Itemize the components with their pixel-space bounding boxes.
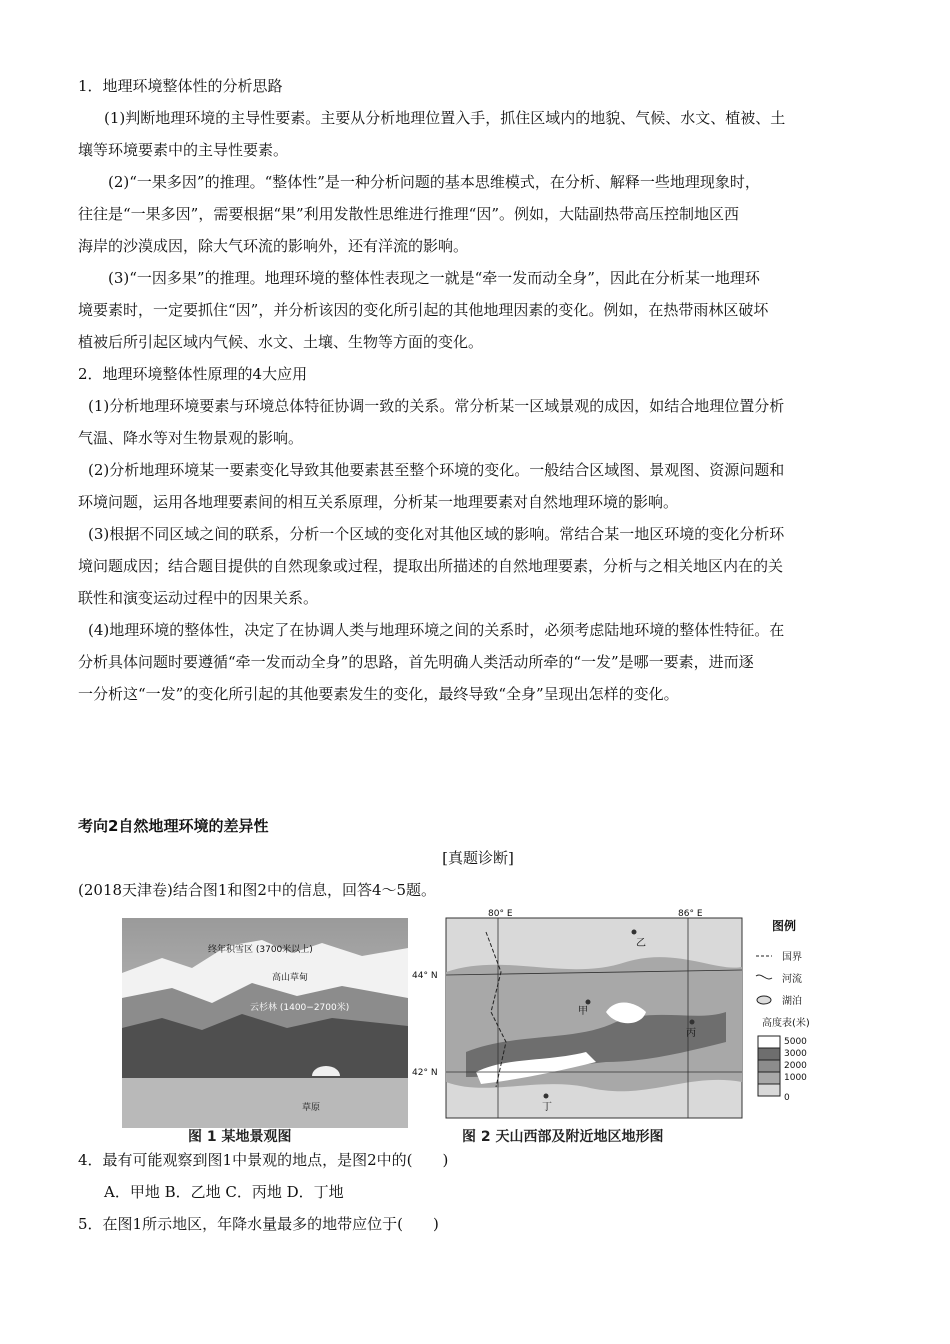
paragraph-line: 气温、降水等对生物景观的影响。 [78,429,304,447]
paragraph-line: 境问题成因；结合题目提供的自然现象或过程，提取出所描述的自然地理要素，分析与之相关地区内在的关 [78,557,784,575]
label-yi: 乙 [636,938,646,949]
paragraph-line: 壤等环境要素中的主导性要素。 [78,141,289,159]
legend-river: 河流 [782,974,802,985]
lon-86: 86° E [678,909,703,919]
point-yi [632,930,637,935]
elev-0: 0 [784,1093,790,1103]
terrain-map-figure [412,909,846,1144]
paragraph-line: 植被后所引起区域内气候、水文、土壤、生物等方面的变化。 [78,333,484,351]
spruce-forest [122,1014,408,1083]
paragraph-line: 一分析这“一发”的变化所引起的其他要素发生的变化，最终导致“全身”呈现出怎样的变化。 [78,685,679,703]
point-ding [544,1094,549,1099]
landscape-figure [122,918,408,1128]
figure1-caption: 图 1 某地景观图 [188,1129,292,1145]
question-4: 4．最有可能观察到图1中景观的地点，是图2中的( ) [78,1151,449,1169]
elev-swatch-1000 [758,1072,780,1084]
elev-3000: 3000 [784,1049,807,1059]
paragraph-line: 环境问题，运用各地理要素间的相互关系原理，分析某一地理要素对自然地理环境的影响。 [78,493,679,511]
paragraph-line: (2)分析地理环境某一要素变化导致其他要素甚至整个环境的变化。一般结合区域图、景观图、资源问题和 [88,461,785,479]
paragraph-line: (1)分析地理环境要素与环境总体特征协调一致的关系。常分析某一区域景观的成因，如结合地理位置分析 [88,397,785,415]
question-4-options: A．甲地 B．乙地 C．丙地 D．丁地 [104,1183,344,1201]
label-ding: 丁 [542,1102,552,1113]
label-bing: 丙 [686,1028,696,1039]
elev-swatch-0 [758,1084,780,1096]
paragraph-line: 境要素时，一定要抓住“因”，并分析该因的变化所引起的其他地理因素的变化。例如，在热带雨林区破坏 [78,301,769,319]
question-intro: (2018天津卷)结合图1和图2中的信息，回答4～5题。 [78,881,437,899]
elev-swatch-2000 [758,1060,780,1072]
figures [78,909,878,1145]
paragraph-line: 分析具体问题时要遵循“牵一发而动全身”的思路，首先明确人类活动所牵的“一发”是哪一要素，进而逐 [78,653,754,671]
legend-lake-symbol [757,996,771,1004]
elev-1000: 1000 [784,1073,807,1083]
legend-border: 国界 [782,952,802,963]
point-bing [690,1020,695,1025]
question-5: 5．在图1所示地区，年降水量最多的地带应位于( ) [78,1215,439,1233]
document-page [78,70,878,1240]
section-subtitle: [真题诊断] [442,849,514,867]
label-jia: 甲 [578,1006,588,1017]
paragraph-line: (4)地理环境的整体性，决定了在协调人类与地理环境之间的关系时，必须考虑陆地环境的整体性特征。在 [88,621,785,639]
legend-elevation: 高度表(米) [762,1018,810,1029]
heading-integrity-analysis: 1．地理环境整体性的分析思路 [78,77,283,95]
lon-80: 80° E [488,909,513,919]
paragraph-line: (1)判断地理环境的主导性要素。主要从分析地理位置入手，抓住区域内的地貌、气候、水文、植被、土 [104,109,786,127]
elev-swatch-3000 [758,1048,780,1060]
label-snow: 终年积雪区 (3700米以上) [208,945,313,955]
elev-swatch-5000 [758,1036,780,1048]
point-jia [586,1000,591,1005]
figure2-caption: 图 2 天山西部及附近地区地形图 [462,1129,664,1145]
paragraph-line: 海岸的沙漠成因，除大气环流的影响外，还有洋流的影响。 [78,237,469,255]
lat-44: 44° N [412,971,438,981]
elev-2000: 2000 [784,1061,807,1071]
paragraph-line: (3)“一因多果”的推理。地理环境的整体性表现之一就是“牵一发而动全身”，因此在分析某一地理环 [108,269,760,287]
paragraph-line: (2)“一果多因”的推理。“整体性”是一种分析问题的基本思维模式，在分析、解释一些地理现象时， [108,173,760,191]
label-meadow: 高山草甸 [272,973,309,983]
paragraph-line: 联性和演变运动过程中的因果关系。 [78,589,319,607]
heading-integrity-applications: 2．地理环境整体性原理的4大应用 [78,365,308,383]
grassland [122,1078,408,1128]
section-title: 考向2自然地理环境的差异性 [78,817,269,835]
legend-title: 图例 [772,919,797,933]
label-forest: 云杉林 (1400−2700米) [250,1003,350,1013]
label-grass: 草原 [302,1103,321,1113]
paragraph-line: 往往是“一果多因”，需要根据“果”利用发散性思维进行推理“因”。例如，大陆副热带高压控制地区西 [78,205,740,223]
lat-42: 42° N [412,1068,438,1078]
paragraph-line: (3)根据不同区域之间的联系，分析一个区域的变化对其他区域的影响。常结合某一地区环境的变化分析环 [88,525,785,543]
legend-lake: 湖泊 [782,996,802,1007]
elev-5000: 5000 [784,1037,807,1047]
